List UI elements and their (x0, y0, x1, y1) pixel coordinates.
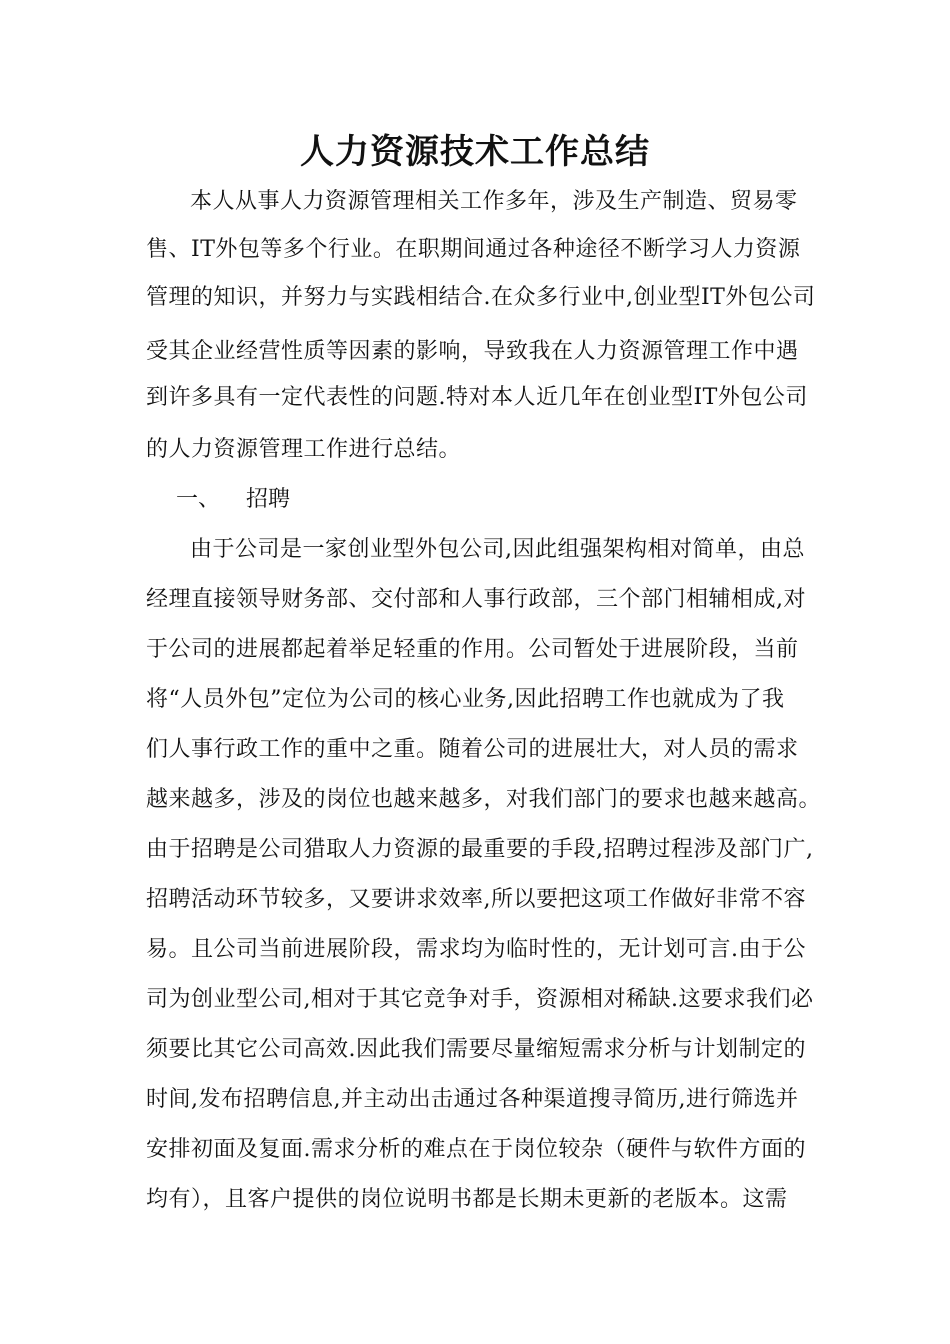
paragraph-2-line-7: 由于招聘是公司猎取人力资源的最重要的手段,招聘过程涉及部门广, (146, 837, 814, 862)
paragraph-2-line-12: 时间,发布招聘信息,并主动出击通过各种渠道搜寻简历,进行筛选并 (146, 1087, 799, 1112)
paragraph-2-line-14: 均有），且客户提供的岗位说明书都是长期未更新的老版本。这需 (146, 1187, 788, 1212)
paragraph-2-line-10: 司为创业型公司,相对于其它竞争对手，资源相对稀缺.这要求我们必 (146, 987, 814, 1012)
paragraph-2-line-11: 须要比其它公司高效.因此我们需要尽量缩短需求分析与计划制定的 (146, 1037, 806, 1062)
paragraph-2-line-2: 经理直接领导财务部、交付部和人事行政部，三个部门相辅相成,对 (146, 587, 806, 612)
paragraph-1-line-1: 本人从事人力资源管理相关工作多年，涉及生产制造、贸易零 (190, 189, 798, 214)
paragraph-2-line-1: 由于公司是一家创业型外包公司,因此组强架构相对简单，由总 (190, 537, 805, 562)
paragraph-1-line-2: 售、IT外包等多个行业。在职期间通过各种途径不断学习人力资源 (146, 237, 801, 262)
paragraph-2-line-13: 安排初面及复面.需求分析的难点在于岗位较杂（硬件与软件方面的 (146, 1137, 806, 1162)
paragraph-1-line-3: 管理的知识，并努力与实践相结合.在众多行业中,创业型IT外包公司 (146, 285, 816, 310)
paragraph-2-line-5: 们人事行政工作的重中之重。随着公司的进展壮大，对人员的需求 (146, 737, 799, 762)
paragraph-2-line-3: 于公司的进展都起着举足轻重的作用。公司暂处于进展阶段，当前 (146, 637, 799, 662)
paragraph-1-line-5: 到许多具有一定代表性的问题.特对本人近几年在创业型IT外包公司 (146, 385, 808, 410)
section-1-number: 一、 (176, 487, 221, 512)
paragraph-2-line-6: 越来越多，涉及的岗位也越来越多，对我们部门的要求也越来越高。 (146, 787, 822, 812)
document-title: 人力资源技术工作总结 (300, 132, 650, 172)
paragraph-1-line-6: 的人力资源管理工作进行总结。 (146, 437, 462, 462)
paragraph-2-line-8: 招聘活动环节较多，又要讲求效率,所以要把这项工作做好非常不容 (146, 887, 806, 912)
section-1-heading: 招聘 (246, 487, 291, 512)
paragraph-2-line-9: 易。且公司当前进展阶段，需求均为临时性的，无计划可言.由于公 (146, 937, 806, 962)
paragraph-2-line-4: 将“人员外包”定位为公司的核心业务,因此招聘工作也就成为了我 (146, 687, 785, 712)
paragraph-1-line-4: 受其企业经营性质等因素的影响，导致我在人力资源管理工作中遇 (146, 339, 799, 364)
